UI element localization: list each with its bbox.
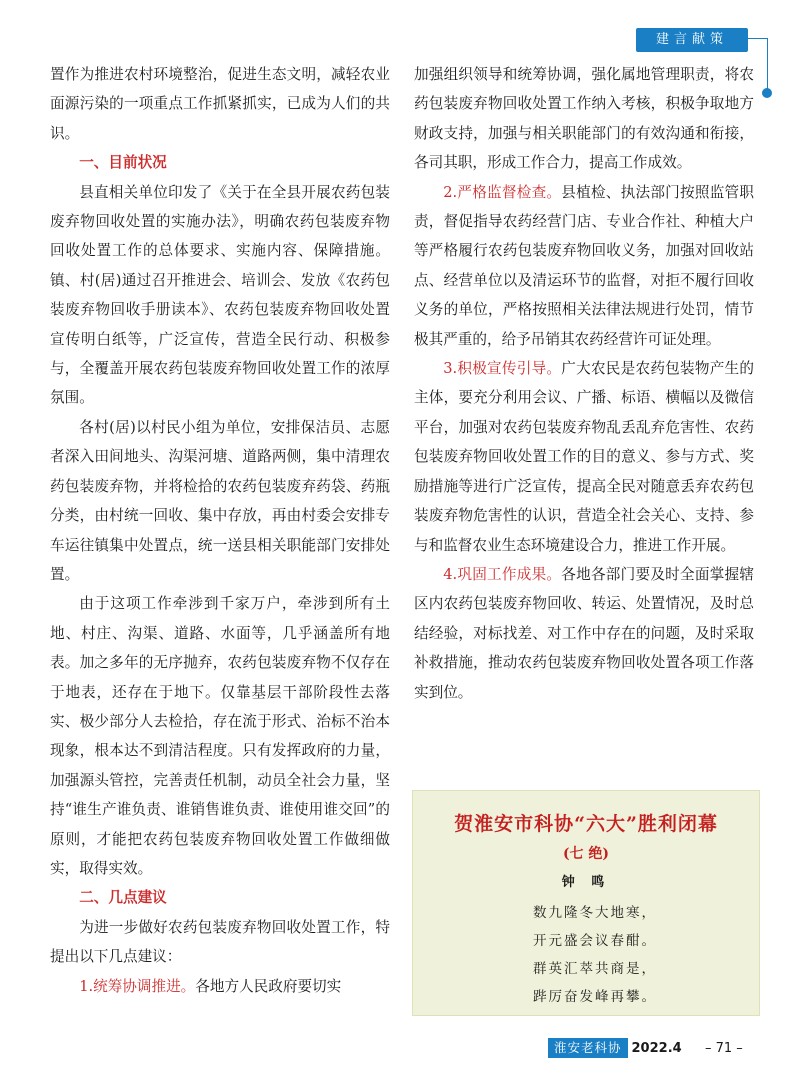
paragraph: 由于这项工作牵涉到千家万户，牵涉到所有土地、村庄、沟渠、道路、水面等，几乎涵盖所有地表。加之多年的无序抛弃，农药包装废弃物不仅存在于地表，还存在于地下。仅靠基层干部阶段性去落实、极少部分人去检拾，存在流于形式、治标不治本现象，根本达不到清洁程度。只有发挥政府的力量，加强源头管控，完善责任机制，动员全社会力量，坚持“谁生产谁负责、谁销售谁负责、谁使用谁交回”的原则，才能把农药包装废弃物回收处置工作做细做实，取得实效。 bbox=[50, 595, 390, 877]
poem-box bbox=[412, 790, 760, 1016]
paragraph: 各村(居)以村民小组为单位，安排保洁员、志愿者深入田间地头、沟渠河塘、道路两侧，集中清理农药包装废弃物，并将检拾的农药包装废弃药袋、药瓶分类，由村统一回收、集中存放，再由村委会安排专车运往镇集中处置点，统一送县相关职能部门安排处置。 bbox=[50, 418, 390, 583]
subheading: 4.巩固工作成果。 bbox=[443, 565, 562, 583]
poem-author: 钟 鸣 bbox=[561, 875, 611, 890]
paragraph bbox=[50, 972, 390, 1001]
poem-line: 跸厉奋发峰再攀。 bbox=[533, 989, 657, 1005]
tag-vertical-line bbox=[767, 38, 768, 92]
magazine-name: 淮安老科协 bbox=[548, 1038, 628, 1058]
paragraph: 为进一步做好农药包装废弃物回收处置工作，特提出以下几点建议： bbox=[50, 918, 390, 966]
subheading: 2.严格监督检查。 bbox=[443, 183, 562, 201]
paragraph bbox=[414, 178, 754, 354]
paragraph-text: 县植检、执法部门按照监管职责，督促指导农药经营门店、专业合作社、种植大户等严格履行农药包装废弃物回收义务，加强对回收站点、经营单位以及清运环节的监督，对拒不履行回收义务的单位，严格按照相关法律法规进行处罚，情节极其严重的，给予吊销其农药经营许可证处理。 bbox=[414, 183, 754, 348]
paragraph bbox=[414, 560, 754, 707]
tag-connector-line bbox=[746, 38, 768, 39]
tag-dot-icon bbox=[762, 88, 772, 98]
subheading: 3.积极宣传引导。 bbox=[443, 360, 562, 378]
left-column bbox=[50, 60, 390, 1001]
paragraph-text: 广大农民是农药包装物产生的主体，要充分利用会议、广播、标语、横幅以及微信平台，加强对农药包装废弃物乱丢乱弃危害性、农药包装废弃物回收处置工作的目的意义、参与方式、奖励措施等进行广泛宣传，提高全民对随意丢弃农药包装废弃物危害性的认识，营造全社会关心、支持、参与和监督农业生态环境建设合力，推进工作开展。 bbox=[414, 360, 754, 554]
paragraph bbox=[414, 354, 754, 560]
poem-line: 数九隆冬大地寒， bbox=[533, 905, 657, 921]
footer bbox=[548, 1038, 682, 1058]
paragraph: 置作为推进农村环境整治，促进生态文明，减轻农业面源污染的一项重点工作抓紧抓实，已成为人们的共识。 bbox=[50, 66, 390, 142]
subheading: 1.统筹协调推进。 bbox=[79, 977, 196, 995]
right-column bbox=[414, 60, 754, 707]
issue-number: 2022.4 bbox=[631, 1040, 682, 1056]
page-number: – 71 – bbox=[705, 1041, 743, 1056]
paragraph-text: 各地各部门要及时全面掌握辖区内农药包装废弃物回收、转运、处置情况，及时总结经验，对标找差、对工作中存在的问题，及时采取补救措施，推动农药包装废弃物回收处置各项工作落实到位。 bbox=[414, 565, 754, 701]
paragraph-text: 各地方人民政府要切实 bbox=[195, 977, 342, 995]
paragraph: 县直相关单位印发了《关于在全县开展农药包装废弃物回收处置的实施办法》，明确农药包装废弃物回收处置工作的总体要求、实施内容、保障措施。镇、村(居)通过召开推进会、培训会、发放《农药包装废弃物回收手册读本》、农药包装废弃物回收处置宣传明白纸等，广泛宣传，营造全民行动、积极参与，全覆盖开展农药包装废弃物回收处置工作的浓厚氛围。 bbox=[50, 183, 390, 407]
paragraph: 加强组织领导和统筹协调，强化属地管理职责，将农药包装废弃物回收处置工作纳入考核，积极争取地方财政支持，加强与相关职能部门的有效沟通和衔接，各司其职，形成工作合力，提高工作成效。 bbox=[414, 66, 754, 172]
poem-line: 群英汇萃共商是， bbox=[533, 961, 657, 977]
poem-form: (七 绝) bbox=[562, 846, 610, 862]
poem-lines bbox=[413, 899, 759, 1011]
column-tag: 建言献策 bbox=[636, 28, 748, 52]
section-heading: 一、目前状况 bbox=[79, 154, 167, 172]
poem-line: 开元盛会议春酣。 bbox=[533, 933, 657, 949]
section-heading: 二、几点建议 bbox=[79, 889, 167, 907]
poem-title: 贺淮安市科协“六大”胜利闭幕 bbox=[454, 813, 718, 835]
